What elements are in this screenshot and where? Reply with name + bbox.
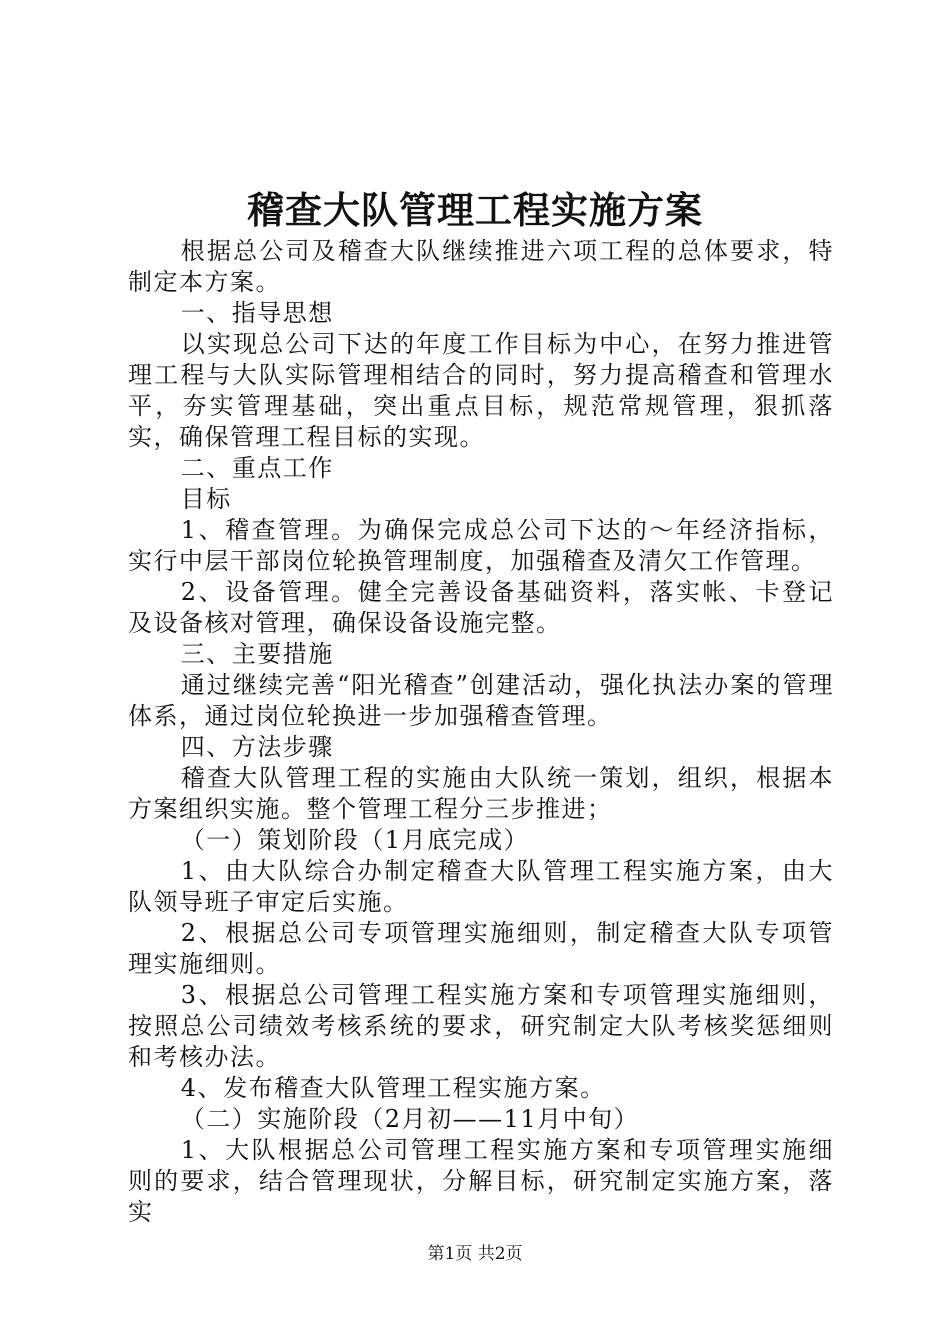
paragraph: 稽查大队管理工程的实施由大队统一策划，组织，根据本方案组织实施。整个管理工程分三步推进； <box>128 764 834 823</box>
section-heading: 三、主要措施 <box>180 640 334 668</box>
paragraph: 根据总公司及稽查大队继续推进六项工程的总体要求，特制定本方案。 <box>128 237 834 296</box>
section-heading: 一、指导思想 <box>180 299 334 327</box>
list-item: 3、根据总公司管理工程实施方案和专项管理实施细则，按照总公司绩效考核系统的要求，研究制定大队考核奖惩细则和考核办法。 <box>128 981 834 1071</box>
document-title: 稽查大队管理工程实施方案 <box>247 188 703 232</box>
section-heading: 二、重点工作 <box>180 454 334 482</box>
paragraph: 通过继续完善“阳光稽查”创建活动，强化执法办案的管理体系，通过岗位轮换进一步加强稽查管理。 <box>128 671 834 730</box>
subheading: 目标 <box>180 485 232 513</box>
subheading: （一）策划阶段（1月底完成） <box>180 826 530 854</box>
list-item: 1、由大队综合办制定稽查大队管理工程实施方案，由大队领导班子审定后实施。 <box>128 857 834 916</box>
subheading: （二）实施阶段（2月初——11月中旬） <box>180 1105 640 1133</box>
list-item: 1、稽查管理。为确保完成总公司下达的～年经济指标，实行中层干部岗位轮换管理制度，加强稽查及清欠工作管理。 <box>128 516 834 575</box>
page-footer: 第1页 共2页 <box>427 1244 523 1264</box>
list-item: 2、设备管理。健全完善设备基础资料，落实帐、卡登记及设备核对管理，确保设备设施完整。 <box>128 578 834 637</box>
list-item: 2、根据总公司专项管理实施细则，制定稽查大队专项管理实施细则。 <box>128 919 834 978</box>
paragraph: 以实现总公司下达的年度工作目标为中心，在努力推进管理工程与大队实际管理相结合的同时，努力提高稽查和管理水平，夯实管理基础，突出重点目标，规范常规管理，狠抓落实，确保管理工程目标的实现。 <box>128 330 834 451</box>
list-item: 4、发布稽查大队管理工程实施方案。 <box>180 1074 606 1102</box>
document-body <box>128 236 834 1228</box>
list-item: 1、大队根据总公司管理工程实施方案和专项管理实施细则的要求，结合管理现状，分解目标，研究制定实施方案，落实 <box>128 1136 834 1226</box>
section-heading: 四、方法步骤 <box>180 733 334 761</box>
